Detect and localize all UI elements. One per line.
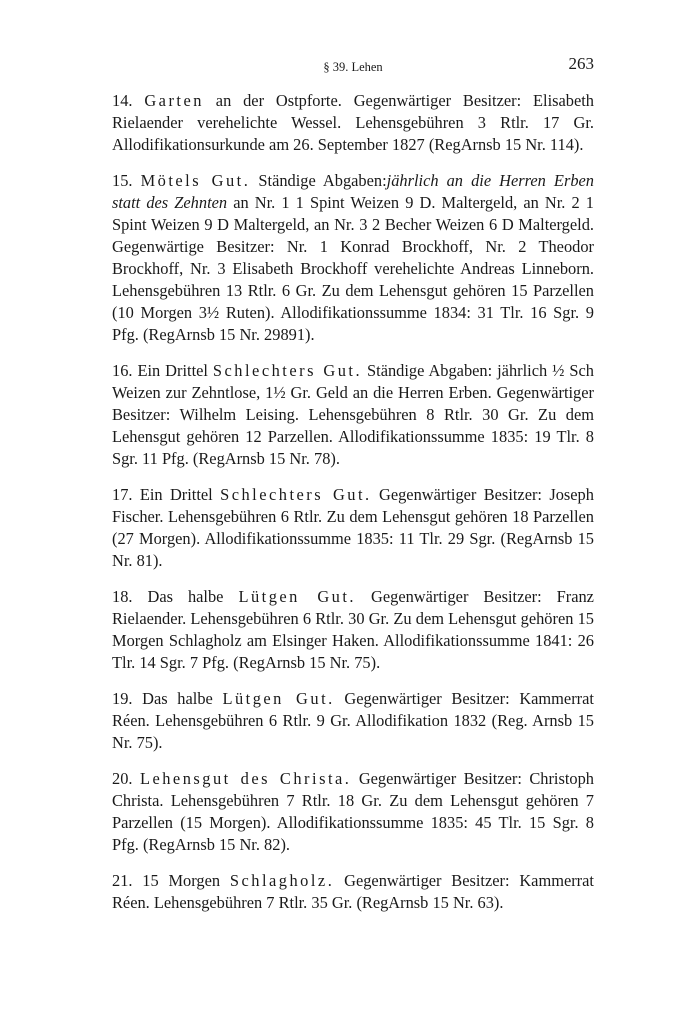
entry-prefix: Ein Drittel [137,361,208,380]
entry-name: Schlechters Gut. [220,485,372,504]
entry-name: Lütgen Gut. [222,689,335,708]
entry-20 [112,768,594,856]
entry-text: Gegenwärtiger Besitzer: Joseph Fischer. Lehensgebühren 6 Rtlr. Zu dem Lehensgut gehören 18 Parzellen (27 Morgen). Allodifikationssumme 1835: 11 Tlr. 29 Sgr. (RegArnsb 15 Nr. 81). [112,485,594,570]
entry-italic-text: jährlich an die Herren Erben statt des Zehnten [112,171,594,212]
page-header [112,54,594,78]
entry-text-continued: an Nr. 1 1 Spint Weizen 9 D. Maltergeld, an Nr. 2 1 Spint Weizen 9 D Maltergeld, an Nr. 3 2 Becher Weizen 6 D Maltergeld. Gegenwärtige Besitzer: Nr. 1 Konrad Brockhoff, Nr. 2 Theodor Brockhoff, Nr. 3 Elisabeth Brockhoff verehelichte Andreas Linneborn. Lehensgebühren 13 Rtlr. 6 Gr. Zu dem Lehensgut gehören 15 Parzellen (10 Morgen 3½ Ruten). Allodifikationssumme 1834: 31 Tlr. 16 Sgr. 9 Pfg. (RegArnsb 15 Nr. 29891). [112,193,594,344]
entry-number: 21. [112,871,133,890]
entry-prefix: Ein Drittel [139,485,213,504]
entry-21 [112,870,594,914]
entry-number: 20. [112,769,133,788]
entry-text: Ständige Abgaben: [258,171,387,190]
entry-number: 14. [112,91,133,110]
entry-name: Garten [144,91,204,110]
entry-number: 15. [112,171,133,190]
entry-text: an der Ostpforte. Gegenwärtiger Besitzer: Elisabeth Rielaender verehelichte Wessel. Lehensgebühren 3 Rtlr. 17 Gr. Allodifikationsurkunde am 26. September 1827 (RegArnsb 15 Nr. 114). [112,91,594,154]
running-title: § 39. Lehen [323,60,383,74]
page-body [112,90,594,928]
entry-prefix: Das halbe [147,587,224,606]
entry-number: 16. [112,361,133,380]
entry-text: Gegenwärtiger Besitzer: Christoph Christa. Lehensgebühren 7 Rtlr. 18 Gr. Zu dem Lehensgut gehören 7 Parzellen (15 Morgen). Allodifikationssumme 1835: 45 Tlr. 15 Sgr. 8 Pfg. (RegArnsb 15 Nr. 82). [112,769,594,854]
entry-text: Gegenwärtiger Besitzer: Franz Rielaender. Lehensgebühren 6 Rtlr. 30 Gr. Zu dem Lehensgut gehören 15 Morgen Schlagholz am Elsinger Haken. Allodifikationssumme 1841: 26 Tlr. 14 Sgr. 7 Pfg. (RegArnsb 15 Nr. 75). [112,587,594,672]
entry-text: Gegenwärtiger Besitzer: Kammerrat Réen. Lehensgebühren 7 Rtlr. 35 Gr. (RegArnsb 15 Nr. 63). [112,871,594,912]
entry-14 [112,90,594,156]
entry-prefix: Das halbe [142,689,213,708]
entry-name: Lütgen Gut. [238,587,357,606]
entry-number: 19. [112,689,133,708]
entry-name: Schlagholz. [229,871,335,890]
page-number: 263 [568,54,594,73]
entry-18 [112,586,594,674]
entry-15 [112,170,594,346]
entry-17 [112,484,594,572]
entry-prefix: 15 Morgen [142,871,221,890]
entry-name: Mötels Gut. [140,171,251,190]
entry-number: 18. [112,587,133,606]
entry-19 [112,688,594,754]
entry-name: Schlechters Gut. [212,361,363,380]
entry-text: Gegenwärtiger Besitzer: Kammerrat Réen. Lehensgebühren 6 Rtlr. 9 Gr. Allodifikation 1832 (Reg. Arnsb 15 Nr. 75). [112,689,594,752]
entry-number: 17. [112,485,133,504]
entry-text: Ständige Abgaben: jährlich ½ Sch Weizen zur Zehntlose, 1½ Gr. Geld an die Herren Erben. Gegenwärtiger Besitzer: Wilhelm Leising. Lehensgebühren 8 Rtlr. 30 Gr. Zu dem Lehensgut gehören 12 Parzellen. Allodifikationssumme 1835: 19 Tlr. 8 Sgr. 11 Pfg. (RegArnsb 15 Nr. 78). [112,361,594,468]
entry-16 [112,360,594,470]
entry-name: Lehensgut des Christa. [139,769,352,788]
